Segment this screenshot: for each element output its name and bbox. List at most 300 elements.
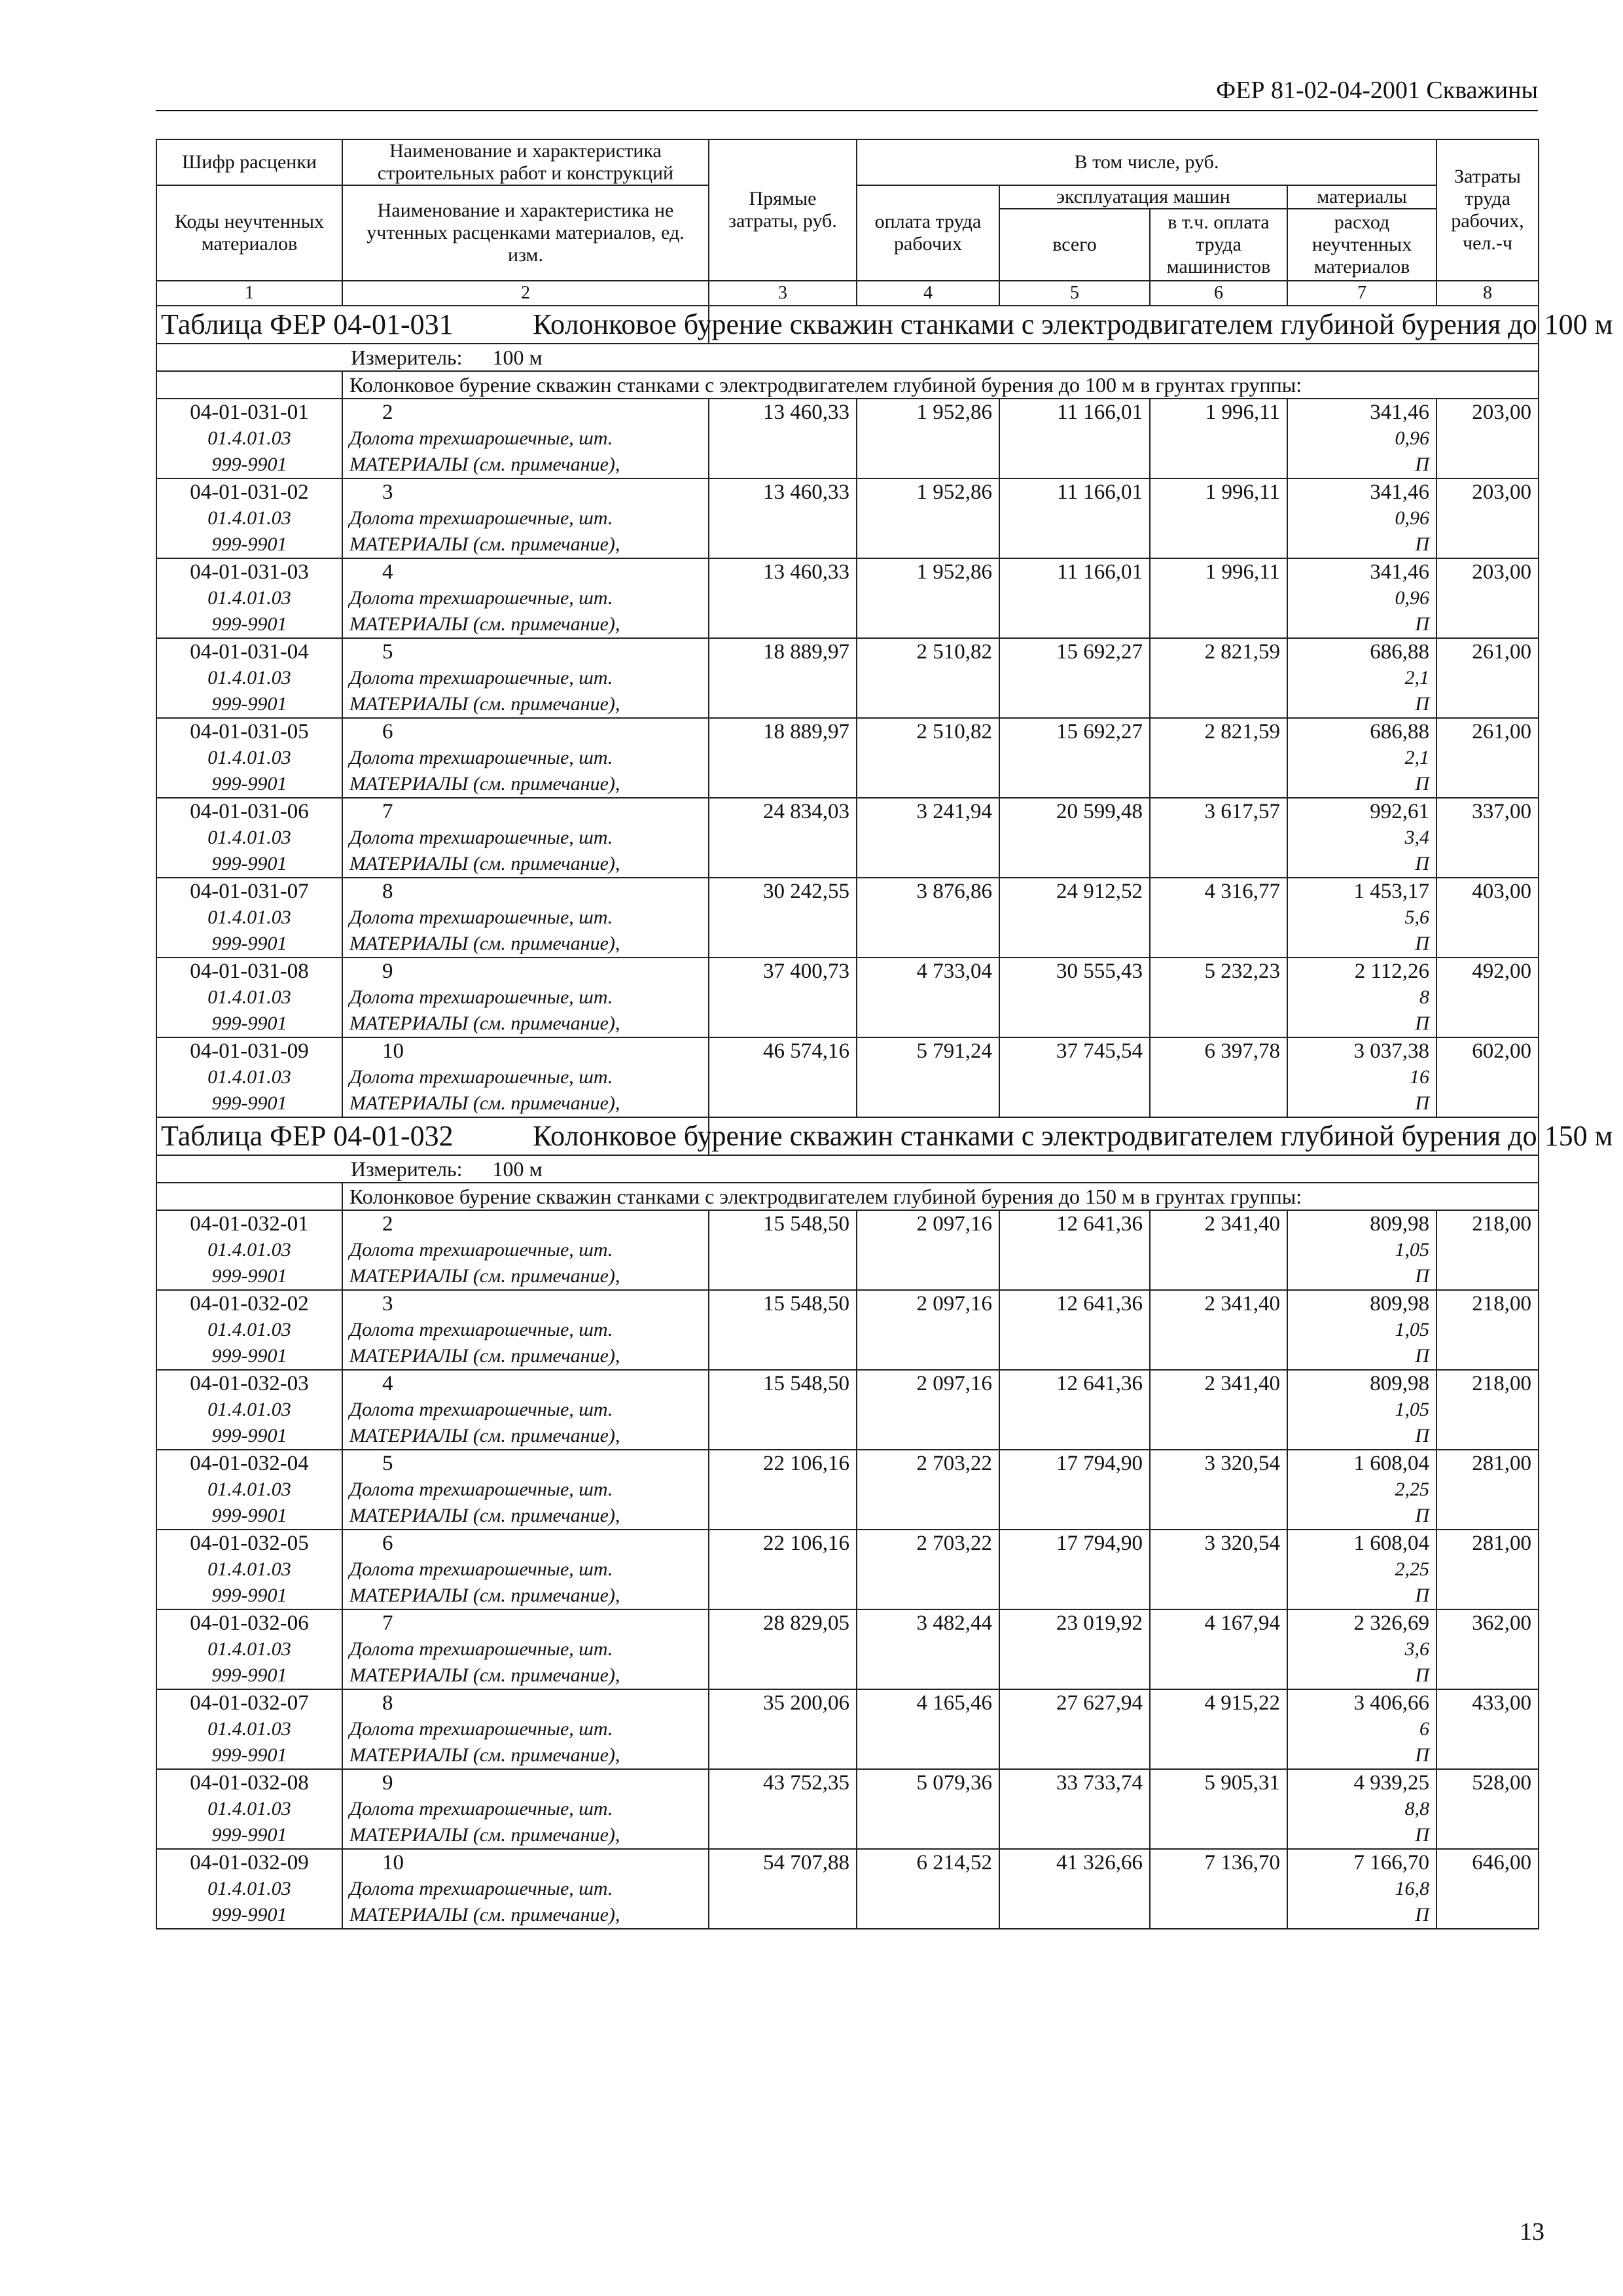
- empty-cell: [709, 1064, 857, 1090]
- material-qty: П: [1287, 1662, 1436, 1689]
- direct-costs: 54 707,88: [709, 1849, 857, 1876]
- material-code: 999-9901: [156, 1742, 342, 1769]
- machines-total: 11 166,01: [999, 478, 1150, 505]
- materials-cost: 809,98: [1287, 1210, 1436, 1237]
- direct-costs: 46 574,16: [709, 1037, 857, 1064]
- empty-cell: [1150, 1237, 1287, 1263]
- material-row: [156, 851, 1539, 878]
- rate-code: 04-01-031-05: [156, 718, 342, 745]
- empty-cell: [857, 1796, 999, 1822]
- empty-cell: [709, 984, 857, 1011]
- material-name: МАТЕРИАЛЫ (см. примечание),: [342, 1090, 709, 1117]
- soil-group: 10: [342, 1037, 709, 1064]
- empty-cell: [999, 665, 1150, 691]
- material-code: 01.4.01.03: [156, 585, 342, 611]
- material-row: [156, 1636, 1539, 1662]
- material-name: МАТЕРИАЛЫ (см. примечание),: [342, 611, 709, 638]
- material-qty: П: [1287, 1011, 1436, 1037]
- labor-hours: 203,00: [1436, 478, 1539, 505]
- empty-cell: [709, 1742, 857, 1769]
- empty-cell: [709, 1011, 857, 1037]
- empty-cell: [709, 1902, 857, 1929]
- material-qty: 0,96: [1287, 425, 1436, 452]
- empty-cell: [1436, 425, 1539, 452]
- empty-cell: [1150, 1263, 1287, 1290]
- empty-cell: [999, 611, 1150, 638]
- empty-cell: [1436, 585, 1539, 611]
- material-qty: П: [1287, 1742, 1436, 1769]
- table-row: [156, 718, 1539, 745]
- material-qty: 0,96: [1287, 585, 1436, 611]
- direct-costs: 15 548,50: [709, 1210, 857, 1237]
- material-code: 01.4.01.03: [156, 825, 342, 851]
- labor-hours: 403,00: [1436, 878, 1539, 905]
- labor-hours: 218,00: [1436, 1210, 1539, 1237]
- material-name: Долота трехшарошечные, шт.: [342, 745, 709, 771]
- empty-cell: [857, 1583, 999, 1609]
- machines-total: 24 912,52: [999, 878, 1150, 905]
- material-code: 999-9901: [156, 452, 342, 478]
- material-code: 999-9901: [156, 531, 342, 558]
- empty-cell: [1150, 505, 1287, 531]
- empty-cell: [1436, 1796, 1539, 1822]
- labor-hours: 337,00: [1436, 798, 1539, 825]
- materials-cost: 686,88: [1287, 638, 1436, 665]
- material-qty: П: [1287, 1822, 1436, 1849]
- machines-total: 20 599,48: [999, 798, 1150, 825]
- empty-cell: [857, 984, 999, 1011]
- empty-cell: [709, 1317, 857, 1343]
- empty-cell: [709, 505, 857, 531]
- table-body: [156, 306, 1613, 1929]
- direct-costs: 15 548,50: [709, 1370, 857, 1397]
- empty-cell: [857, 1477, 999, 1503]
- empty-cell: [1150, 1343, 1287, 1370]
- column-number: 4: [857, 281, 999, 306]
- empty-cell: [1150, 1477, 1287, 1503]
- operator-pay: 2 341,40: [1150, 1210, 1287, 1237]
- material-qty: П: [1287, 691, 1436, 718]
- header-machines-total: всего: [999, 209, 1150, 281]
- material-row: [156, 1503, 1539, 1530]
- rate-code: 04-01-032-03: [156, 1370, 342, 1397]
- empty-cell: [1150, 851, 1287, 878]
- material-qty: 5,6: [1287, 905, 1436, 931]
- operator-pay: 2 821,59: [1150, 638, 1287, 665]
- empty-cell: [999, 531, 1150, 558]
- empty-cell: [999, 1556, 1150, 1583]
- empty-cell: [999, 1237, 1150, 1263]
- rate-code: 04-01-032-07: [156, 1689, 342, 1716]
- direct-costs: 35 200,06: [709, 1689, 857, 1716]
- empty-cell: [857, 585, 999, 611]
- header-machines: эксплуатация машин: [999, 185, 1287, 209]
- empty-cell: [1436, 1503, 1539, 1530]
- material-name: Долота трехшарошечные, шт.: [342, 1237, 709, 1263]
- material-qty: 2,25: [1287, 1556, 1436, 1583]
- rate-code: 04-01-032-01: [156, 1210, 342, 1237]
- empty-cell: [1150, 1583, 1287, 1609]
- empty-cell: [1436, 931, 1539, 958]
- materials-cost: 1 608,04: [1287, 1530, 1436, 1556]
- material-name: МАТЕРИАЛЫ (см. примечание),: [342, 1902, 709, 1929]
- materials-cost: 686,88: [1287, 718, 1436, 745]
- direct-costs: 13 460,33: [709, 478, 857, 505]
- worker-pay: 5 791,24: [857, 1037, 999, 1064]
- page-number: 13: [1520, 2218, 1544, 2246]
- empty-cell: [709, 825, 857, 851]
- material-code: 01.4.01.03: [156, 1477, 342, 1503]
- empty-cell: [709, 931, 857, 958]
- table-name: Таблица ФЕР 04-01-032: [156, 1117, 709, 1155]
- empty-cell: [1150, 1902, 1287, 1929]
- empty-cell: [1150, 1742, 1287, 1769]
- column-number: 2: [342, 281, 709, 306]
- material-qty: П: [1287, 611, 1436, 638]
- empty-cell: [857, 825, 999, 851]
- material-code: 01.4.01.03: [156, 505, 342, 531]
- empty-cell: [1150, 1796, 1287, 1822]
- table-row: [156, 1530, 1539, 1556]
- header-worker-pay: оплата труда рабочих: [857, 185, 999, 281]
- empty-cell: [857, 1876, 999, 1902]
- empty-cell: [709, 1662, 857, 1689]
- material-name: Долота трехшарошечные, шт.: [342, 1064, 709, 1090]
- empty-cell: [999, 1343, 1150, 1370]
- empty-cell: [1436, 531, 1539, 558]
- material-name: Долота трехшарошечные, шт.: [342, 1796, 709, 1822]
- worker-pay: 2 097,16: [857, 1370, 999, 1397]
- empty-cell: [709, 1796, 857, 1822]
- rate-code: 04-01-032-05: [156, 1530, 342, 1556]
- empty-cell: [857, 531, 999, 558]
- material-name: МАТЕРИАЛЫ (см. примечание),: [342, 1423, 709, 1450]
- material-code: 999-9901: [156, 691, 342, 718]
- material-qty: П: [1287, 452, 1436, 478]
- labor-hours: 602,00: [1436, 1037, 1539, 1064]
- empty-cell: [999, 851, 1150, 878]
- rate-code: 04-01-031-01: [156, 399, 342, 425]
- materials-cost: 341,46: [1287, 478, 1436, 505]
- empty-cell: [1150, 984, 1287, 1011]
- material-code: 01.4.01.03: [156, 425, 342, 452]
- material-code: 01.4.01.03: [156, 1237, 342, 1263]
- material-row: [156, 1583, 1539, 1609]
- rate-code: 04-01-032-08: [156, 1769, 342, 1796]
- direct-costs: 37 400,73: [709, 958, 857, 984]
- material-qty: П: [1287, 1343, 1436, 1370]
- unit-label: Измеритель:: [351, 1157, 463, 1181]
- empty-cell: [709, 1822, 857, 1849]
- empty-cell: [999, 452, 1150, 478]
- material-qty: 3,4: [1287, 825, 1436, 851]
- material-qty: П: [1287, 1263, 1436, 1290]
- empty-cell: [999, 1902, 1150, 1929]
- rate-code: 04-01-031-08: [156, 958, 342, 984]
- material-name: Долота трехшарошечные, шт.: [342, 585, 709, 611]
- empty-cell: [709, 1477, 857, 1503]
- materials-cost: 809,98: [1287, 1370, 1436, 1397]
- empty-cell: [1436, 851, 1539, 878]
- header-material-usage: расход неучтенных материалов: [1287, 209, 1436, 281]
- empty-cell: [857, 1011, 999, 1037]
- material-name: МАТЕРИАЛЫ (см. примечание),: [342, 691, 709, 718]
- material-row: [156, 585, 1539, 611]
- unit-cell: [156, 344, 1539, 371]
- material-qty: П: [1287, 771, 1436, 798]
- labor-hours: 281,00: [1436, 1450, 1539, 1477]
- empty-cell: [999, 1317, 1150, 1343]
- worker-pay: 6 214,52: [857, 1849, 999, 1876]
- soil-group: 8: [342, 1689, 709, 1716]
- operator-pay: 1 996,11: [1150, 399, 1287, 425]
- empty-cell: [999, 931, 1150, 958]
- material-row: [156, 1090, 1539, 1117]
- material-qty: 8,8: [1287, 1796, 1436, 1822]
- rate-code: 04-01-031-06: [156, 798, 342, 825]
- material-name: Долота трехшарошечные, шт.: [342, 825, 709, 851]
- rate-code: 04-01-031-03: [156, 558, 342, 585]
- material-qty: 6: [1287, 1716, 1436, 1742]
- empty-cell: [857, 851, 999, 878]
- labor-hours: 433,00: [1436, 1689, 1539, 1716]
- material-code: 01.4.01.03: [156, 1716, 342, 1742]
- material-qty: П: [1287, 531, 1436, 558]
- header-work-name: Наименование и характеристика строительных работ и конструкций: [342, 139, 709, 185]
- material-code: 999-9901: [156, 1343, 342, 1370]
- empty-cell: [709, 665, 857, 691]
- empty-cell: [709, 1716, 857, 1742]
- material-qty: П: [1287, 1902, 1436, 1929]
- labor-hours: 646,00: [1436, 1849, 1539, 1876]
- empty-cell: [1150, 1090, 1287, 1117]
- material-name: Долота трехшарошечные, шт.: [342, 1397, 709, 1423]
- material-qty: 1,05: [1287, 1317, 1436, 1343]
- empty-cell: [1150, 425, 1287, 452]
- empty-cell: [999, 1662, 1150, 1689]
- empty-cell: [1436, 1742, 1539, 1769]
- operator-pay: 4 915,22: [1150, 1689, 1287, 1716]
- machines-total: 15 692,27: [999, 718, 1150, 745]
- empty-cell: [1436, 1636, 1539, 1662]
- empty-cell: [1150, 1011, 1287, 1037]
- empty-cell: [857, 1742, 999, 1769]
- direct-costs: 22 106,16: [709, 1530, 857, 1556]
- worker-pay: 2 097,16: [857, 1210, 999, 1237]
- table-row: [156, 1769, 1539, 1796]
- material-row: [156, 1423, 1539, 1450]
- column-number: 1: [156, 281, 342, 306]
- table-row: [156, 1370, 1539, 1397]
- soil-group: 9: [342, 1769, 709, 1796]
- materials-cost: 1 453,17: [1287, 878, 1436, 905]
- material-name: Долота трехшарошечные, шт.: [342, 425, 709, 452]
- empty-cell: [1436, 825, 1539, 851]
- empty-cell: [1436, 611, 1539, 638]
- materials-cost: 341,46: [1287, 558, 1436, 585]
- soil-group: 6: [342, 1530, 709, 1556]
- worker-pay: 1 952,86: [857, 558, 999, 585]
- empty-cell: [1436, 1876, 1539, 1902]
- table-row: [156, 1290, 1539, 1317]
- header-operator-pay: в т.ч. оплата труда машинистов: [1150, 209, 1287, 281]
- labor-hours: 203,00: [1436, 399, 1539, 425]
- material-code: 999-9901: [156, 771, 342, 798]
- empty-cell: [1150, 1716, 1287, 1742]
- material-name: МАТЕРИАЛЫ (см. примечание),: [342, 851, 709, 878]
- material-qty: П: [1287, 1090, 1436, 1117]
- empty-cell: [1436, 1064, 1539, 1090]
- material-row: [156, 665, 1539, 691]
- table-title-row: [156, 306, 1539, 344]
- material-row: [156, 1742, 1539, 1769]
- material-qty: П: [1287, 1423, 1436, 1450]
- empty-cell: [857, 691, 999, 718]
- labor-hours: 261,00: [1436, 718, 1539, 745]
- direct-costs: 13 460,33: [709, 558, 857, 585]
- empty-cell: [857, 1064, 999, 1090]
- empty-cell: [857, 905, 999, 931]
- worker-pay: 2 097,16: [857, 1290, 999, 1317]
- material-code: 01.4.01.03: [156, 1317, 342, 1343]
- material-row: [156, 931, 1539, 958]
- machines-total: 33 733,74: [999, 1769, 1150, 1796]
- labor-hours: 218,00: [1436, 1370, 1539, 1397]
- material-name: Долота трехшарошечные, шт.: [342, 505, 709, 531]
- material-code: 01.4.01.03: [156, 1796, 342, 1822]
- material-code: 999-9901: [156, 1902, 342, 1929]
- machines-total: 12 641,36: [999, 1210, 1150, 1237]
- empty-cell: [1150, 665, 1287, 691]
- labor-hours: 528,00: [1436, 1769, 1539, 1796]
- material-row: [156, 1011, 1539, 1037]
- machines-total: 12 641,36: [999, 1290, 1150, 1317]
- empty-cell: [999, 1716, 1150, 1742]
- operator-pay: 1 996,11: [1150, 558, 1287, 585]
- empty-cell: [1436, 665, 1539, 691]
- operator-pay: 4 167,94: [1150, 1609, 1287, 1636]
- table-subtitle-row: [156, 371, 1539, 399]
- unit-label: Измеритель:: [351, 346, 463, 369]
- machines-total: 41 326,66: [999, 1849, 1150, 1876]
- empty-cell: [1150, 531, 1287, 558]
- empty-cell: [1436, 505, 1539, 531]
- column-number: 5: [999, 281, 1150, 306]
- labor-hours: 492,00: [1436, 958, 1539, 984]
- soil-group: 7: [342, 1609, 709, 1636]
- material-code: 01.4.01.03: [156, 1064, 342, 1090]
- material-name: МАТЕРИАЛЫ (см. примечание),: [342, 1583, 709, 1609]
- material-code: 999-9901: [156, 611, 342, 638]
- direct-costs: 15 548,50: [709, 1290, 857, 1317]
- direct-costs: 43 752,35: [709, 1769, 857, 1796]
- empty-cell: [709, 1237, 857, 1263]
- materials-cost: 3 037,38: [1287, 1037, 1436, 1064]
- subtitle-spacer: [156, 371, 342, 399]
- material-code: 999-9901: [156, 1583, 342, 1609]
- material-row: [156, 1237, 1539, 1263]
- empty-cell: [1150, 1397, 1287, 1423]
- header-labor-hours: Затраты труда рабочих, чел.-ч: [1436, 139, 1539, 281]
- operator-pay: 3 320,54: [1150, 1450, 1287, 1477]
- material-row: [156, 1263, 1539, 1290]
- worker-pay: 2 703,22: [857, 1530, 999, 1556]
- empty-cell: [1150, 1876, 1287, 1902]
- material-code: 01.4.01.03: [156, 1636, 342, 1662]
- table-unit-row: [156, 344, 1539, 371]
- empty-cell: [709, 1636, 857, 1662]
- soil-group: 7: [342, 798, 709, 825]
- soil-group: 8: [342, 878, 709, 905]
- rate-code: 04-01-032-09: [156, 1849, 342, 1876]
- table-title: Колонковое бурение скважин станками с электродвигателем глубиной бурения до 100 м: [532, 306, 1362, 344]
- empty-cell: [1436, 745, 1539, 771]
- empty-cell: [999, 745, 1150, 771]
- worker-pay: 1 952,86: [857, 478, 999, 505]
- labor-hours: 261,00: [1436, 638, 1539, 665]
- empty-cell: [1150, 1317, 1287, 1343]
- empty-cell: [999, 1636, 1150, 1662]
- empty-cell: [999, 771, 1150, 798]
- soil-group: 3: [342, 478, 709, 505]
- worker-pay: 4 733,04: [857, 958, 999, 984]
- header-material-codes: Коды неучтенных материалов: [156, 185, 342, 281]
- header-rate-code: Шифр расценки: [156, 139, 342, 185]
- empty-cell: [709, 851, 857, 878]
- empty-cell: [999, 1263, 1150, 1290]
- empty-cell: [1436, 1822, 1539, 1849]
- machines-total: 11 166,01: [999, 558, 1150, 585]
- labor-hours: 203,00: [1436, 558, 1539, 585]
- worker-pay: 2 510,82: [857, 638, 999, 665]
- operator-pay: 2 341,40: [1150, 1370, 1287, 1397]
- empty-cell: [1436, 1423, 1539, 1450]
- empty-cell: [857, 1090, 999, 1117]
- empty-cell: [857, 611, 999, 638]
- empty-cell: [999, 1796, 1150, 1822]
- empty-cell: [1436, 1090, 1539, 1117]
- empty-cell: [999, 1503, 1150, 1530]
- empty-cell: [1436, 905, 1539, 931]
- operator-pay: 1 996,11: [1150, 478, 1287, 505]
- empty-cell: [1436, 1011, 1539, 1037]
- empty-cell: [1150, 691, 1287, 718]
- soil-group: 2: [342, 1210, 709, 1237]
- material-name: Долота трехшарошечные, шт.: [342, 1317, 709, 1343]
- material-row: [156, 1556, 1539, 1583]
- material-name: Долота трехшарошечные, шт.: [342, 905, 709, 931]
- empty-cell: [857, 1503, 999, 1530]
- empty-cell: [999, 505, 1150, 531]
- unit-value: 100 м: [492, 346, 543, 369]
- empty-cell: [709, 1090, 857, 1117]
- empty-cell: [1150, 931, 1287, 958]
- machines-total: 15 692,27: [999, 638, 1150, 665]
- empty-cell: [999, 1011, 1150, 1037]
- material-code: 01.4.01.03: [156, 745, 342, 771]
- empty-cell: [857, 1237, 999, 1263]
- empty-cell: [709, 691, 857, 718]
- empty-cell: [1436, 1317, 1539, 1343]
- table-row: [156, 558, 1539, 585]
- empty-cell: [709, 745, 857, 771]
- column-number: 7: [1287, 281, 1436, 306]
- empty-cell: [709, 1423, 857, 1450]
- material-code: 01.4.01.03: [156, 665, 342, 691]
- material-qty: П: [1287, 851, 1436, 878]
- material-qty: 8: [1287, 984, 1436, 1011]
- empty-cell: [857, 1423, 999, 1450]
